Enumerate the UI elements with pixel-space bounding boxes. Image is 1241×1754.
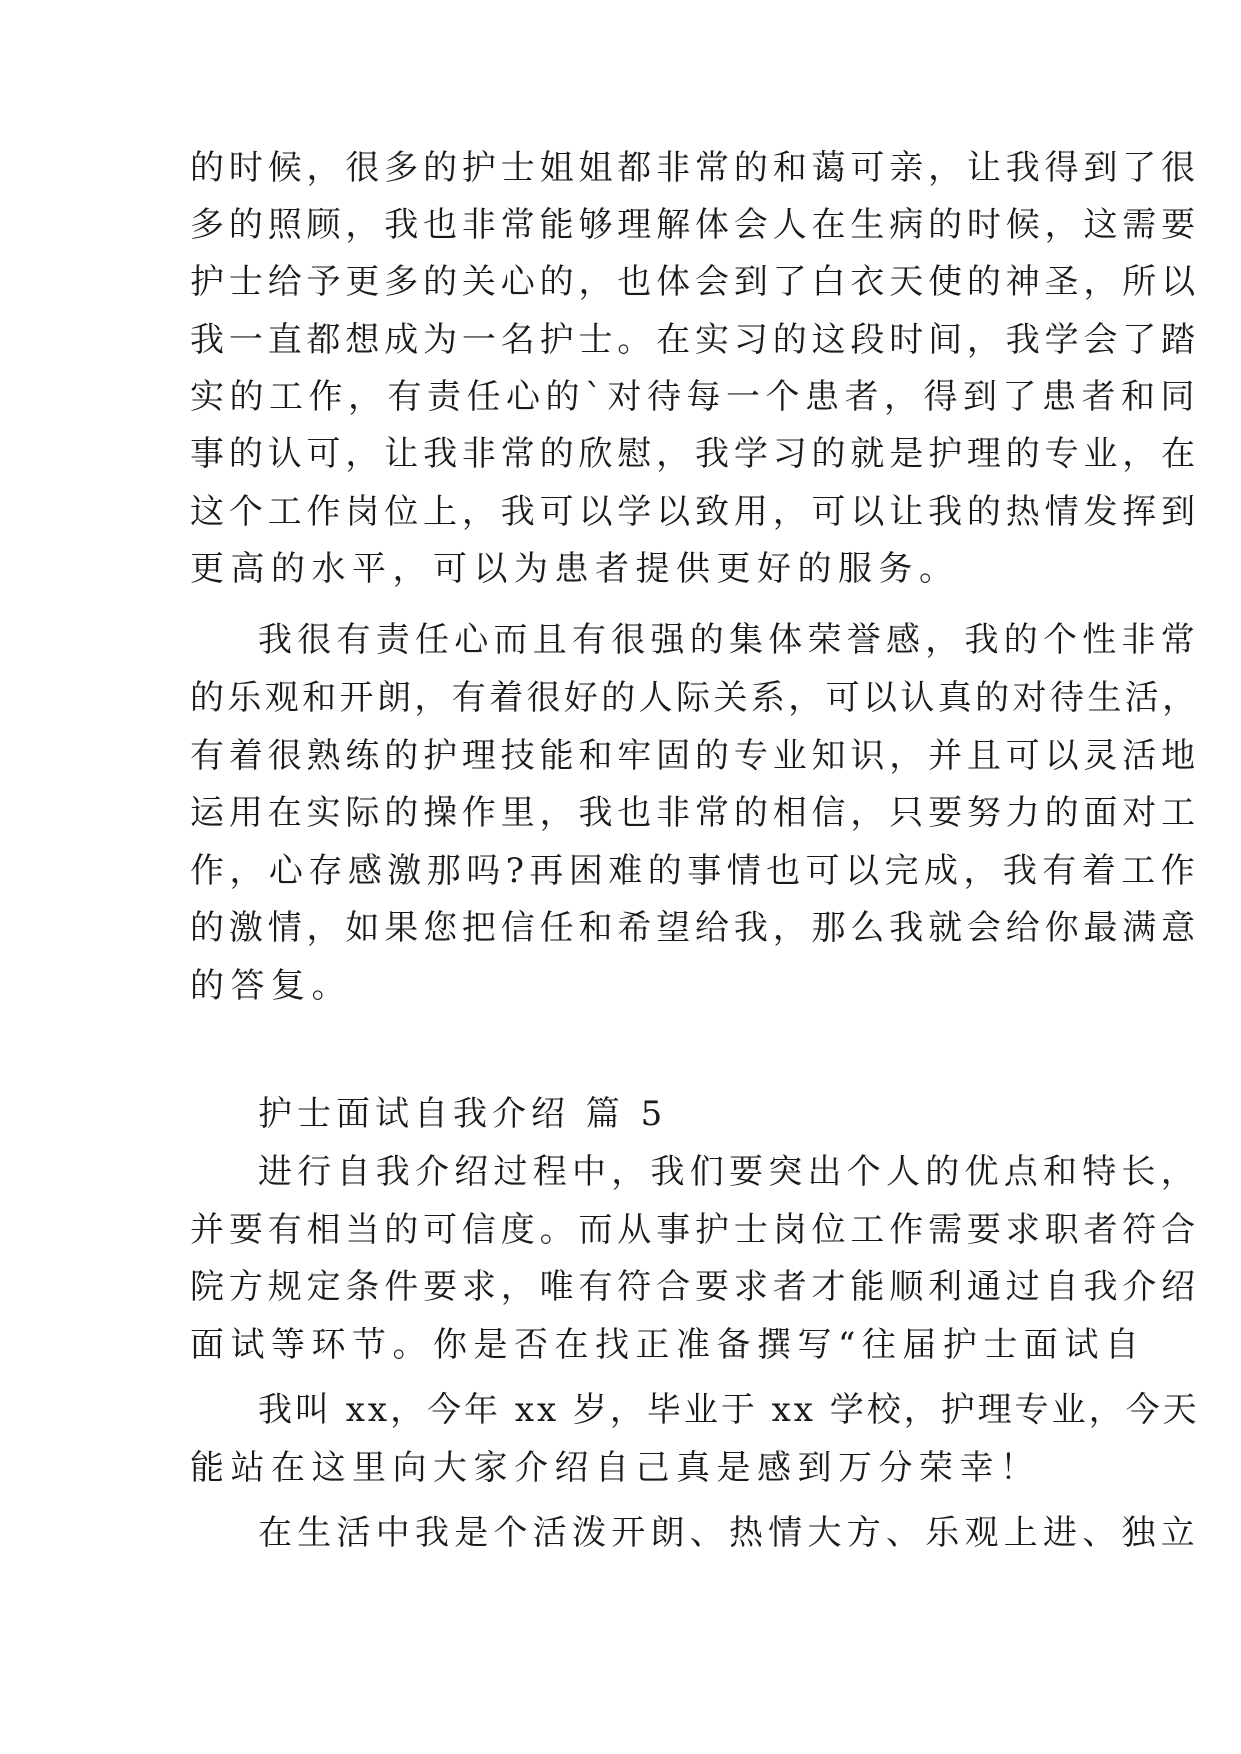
paragraph-line: 进行自我介绍过程中，我们要突出个人的优点和特长， — [258, 1152, 1200, 1192]
paragraph-line: 更高的水平，可以为患者提供更好的服务。 — [190, 549, 960, 589]
paragraph-line: 在生活中我是个活泼开朗、热情大方、乐观上进、独立 — [258, 1513, 1200, 1553]
paragraph-line: 院方规定条件要求，唯有符合要求者才能顺利通过自我介绍 — [190, 1267, 1200, 1307]
paragraph-line: 的时候，很多的护士姐姐都非常的和蔼可亲，让我得到了很 — [190, 148, 1200, 188]
paragraph-line: 并要有相当的可信度。而从事护士岗位工作需要求职者符合 — [190, 1210, 1200, 1250]
paragraph-line: 我很有责任心而且有很强的集体荣誉感，我的个性非常 — [258, 620, 1200, 660]
paragraph-line: 面试等环节。你是否在找正准备撰写“往届护士面试自 — [190, 1325, 1146, 1365]
paragraph-line: 有着很熟练的护理技能和牢固的专业知识，并且可以灵活地 — [190, 736, 1200, 776]
section-heading: 护士面试自我介绍 篇 5 — [258, 1094, 668, 1134]
paragraph-line: 实的工作，有责任心的`对待每一个患者，得到了患者和同 — [190, 377, 1200, 417]
paragraph-line: 我叫 xx，今年 xx 岁，毕业于 xx 学校，护理专业，今天 — [258, 1390, 1200, 1430]
paragraph-line: 作，心存感激那吗?再困难的事情也可以完成，我有着工作 — [190, 851, 1201, 891]
paragraph-line: 这个工作岗位上，我可以学以致用，可以让我的热情发挥到 — [190, 492, 1200, 532]
paragraph-line: 的答复。 — [190, 966, 352, 1006]
paragraph-line: 能站在这里向大家介绍自己真是感到万分荣幸！ — [190, 1448, 1041, 1488]
paragraph-line: 的激情，如果您把信任和希望给我，那么我就会给你最满意 — [190, 908, 1200, 948]
paragraph-line: 运用在实际的操作里，我也非常的相信，只要努力的面对工 — [190, 793, 1200, 833]
paragraph-line: 多的照顾，我也非常能够理解体会人在生病的时候，这需要 — [190, 205, 1200, 245]
paragraph-line: 事的认可，让我非常的欣慰，我学习的就是护理的专业，在 — [190, 434, 1200, 474]
paragraph-line: 我一直都想成为一名护士。在实习的这段时间，我学会了踏 — [190, 320, 1200, 360]
paragraph-line: 的乐观和开朗，有着很好的人际关系，可以认真的对待生活， — [190, 678, 1200, 718]
paragraph-line: 护士给予更多的关心的，也体会到了白衣天使的神圣，所以 — [190, 262, 1200, 302]
